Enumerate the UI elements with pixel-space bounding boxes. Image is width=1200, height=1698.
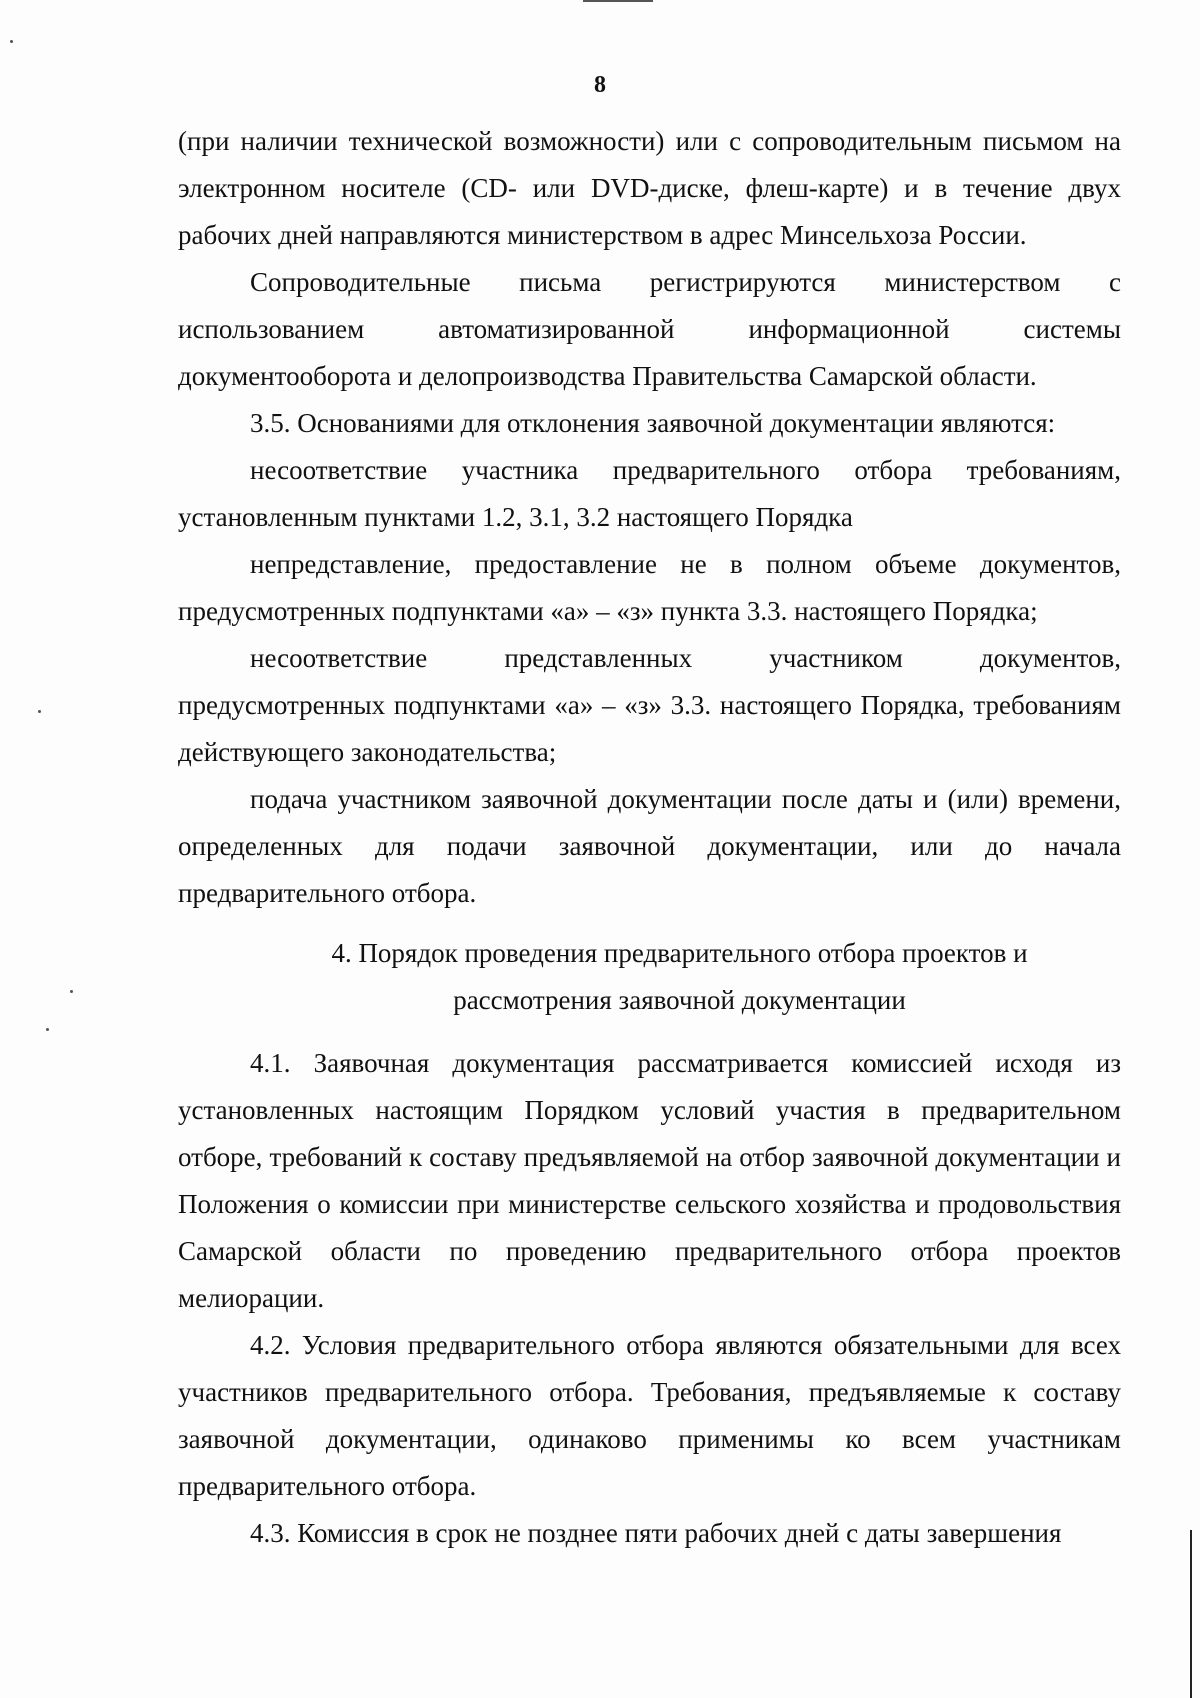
- paragraph: 4.1. Заявочная документация рассматривается комиссией исходя из установленных настоящим Порядком условий участия в предварительном отборе, требований к составу предъявляемой на отбор заявочной документации и Положения о комиссии при министерстве сельского хозяйства и продовольствия Самарской области по проведению предварительного отбора проектов мелиорации.: [178, 1048, 1121, 1313]
- paragraph: непредставление, предоставление не в полном объеме документов, предусмотренных подпунктами «а» – «з» пункта 3.3. настоящего Порядка;: [178, 549, 1121, 626]
- scan-speck: [46, 1028, 49, 1031]
- scan-top-rule: [583, 0, 653, 2]
- paragraph: несоответствие представленных участником документов, предусмотренных подпунктами «а» – «з» 3.3. настоящего Порядка, требованиям действующего законодательства;: [178, 643, 1121, 767]
- paragraph: 4.2. Условия предварительного отбора являются обязательными для всех участников предварительного отбора. Требования, предъявляемые к составу заявочной документации, одинаково применимы ко всем участникам предварительного отбора.: [178, 1330, 1121, 1501]
- section-heading: [178, 930, 1121, 1024]
- paragraph: 3.5. Основаниями для отклонения заявочной документации являются:: [250, 408, 1056, 438]
- section-heading-line: 4. Порядок проведения предварительного отбора проектов и: [331, 938, 1028, 968]
- scan-speck: [38, 710, 41, 713]
- paragraph: 4.3. Комиссия в срок не позднее пяти рабочих дней с даты завершения: [250, 1518, 1062, 1548]
- body-text-bottom: [178, 1040, 1121, 1557]
- section-heading-line: рассмотрения заявочной документации: [453, 985, 906, 1015]
- scan-speck: [10, 40, 13, 43]
- paragraph: подача участником заявочной документации после даты и (или) времени, определенных для подачи заявочной документации, или до начала предварительного отбора.: [178, 784, 1121, 908]
- scan-speck: [70, 990, 73, 993]
- paragraph: (при наличии технической возможности) или с сопроводительным письмом на электронном носителе (CD- или DVD-диске, флеш-карте) и в течение двух рабочих дней направляются министерством в адрес Минсельхоза России.: [178, 126, 1121, 250]
- page-number: 8: [594, 72, 606, 98]
- body-text-top: [178, 118, 1121, 917]
- paragraph: несоответствие участника предварительного отбора требованиям, установленным пунктами 1.2, 3.1, 3.2 настоящего Порядка: [178, 455, 1121, 532]
- paragraph: Сопроводительные письма регистрируются министерством с использованием автоматизированной информационной системы документооборота и делопроизводства Правительства Самарской области.: [178, 267, 1121, 391]
- scan-edge-line: [1190, 1530, 1192, 1698]
